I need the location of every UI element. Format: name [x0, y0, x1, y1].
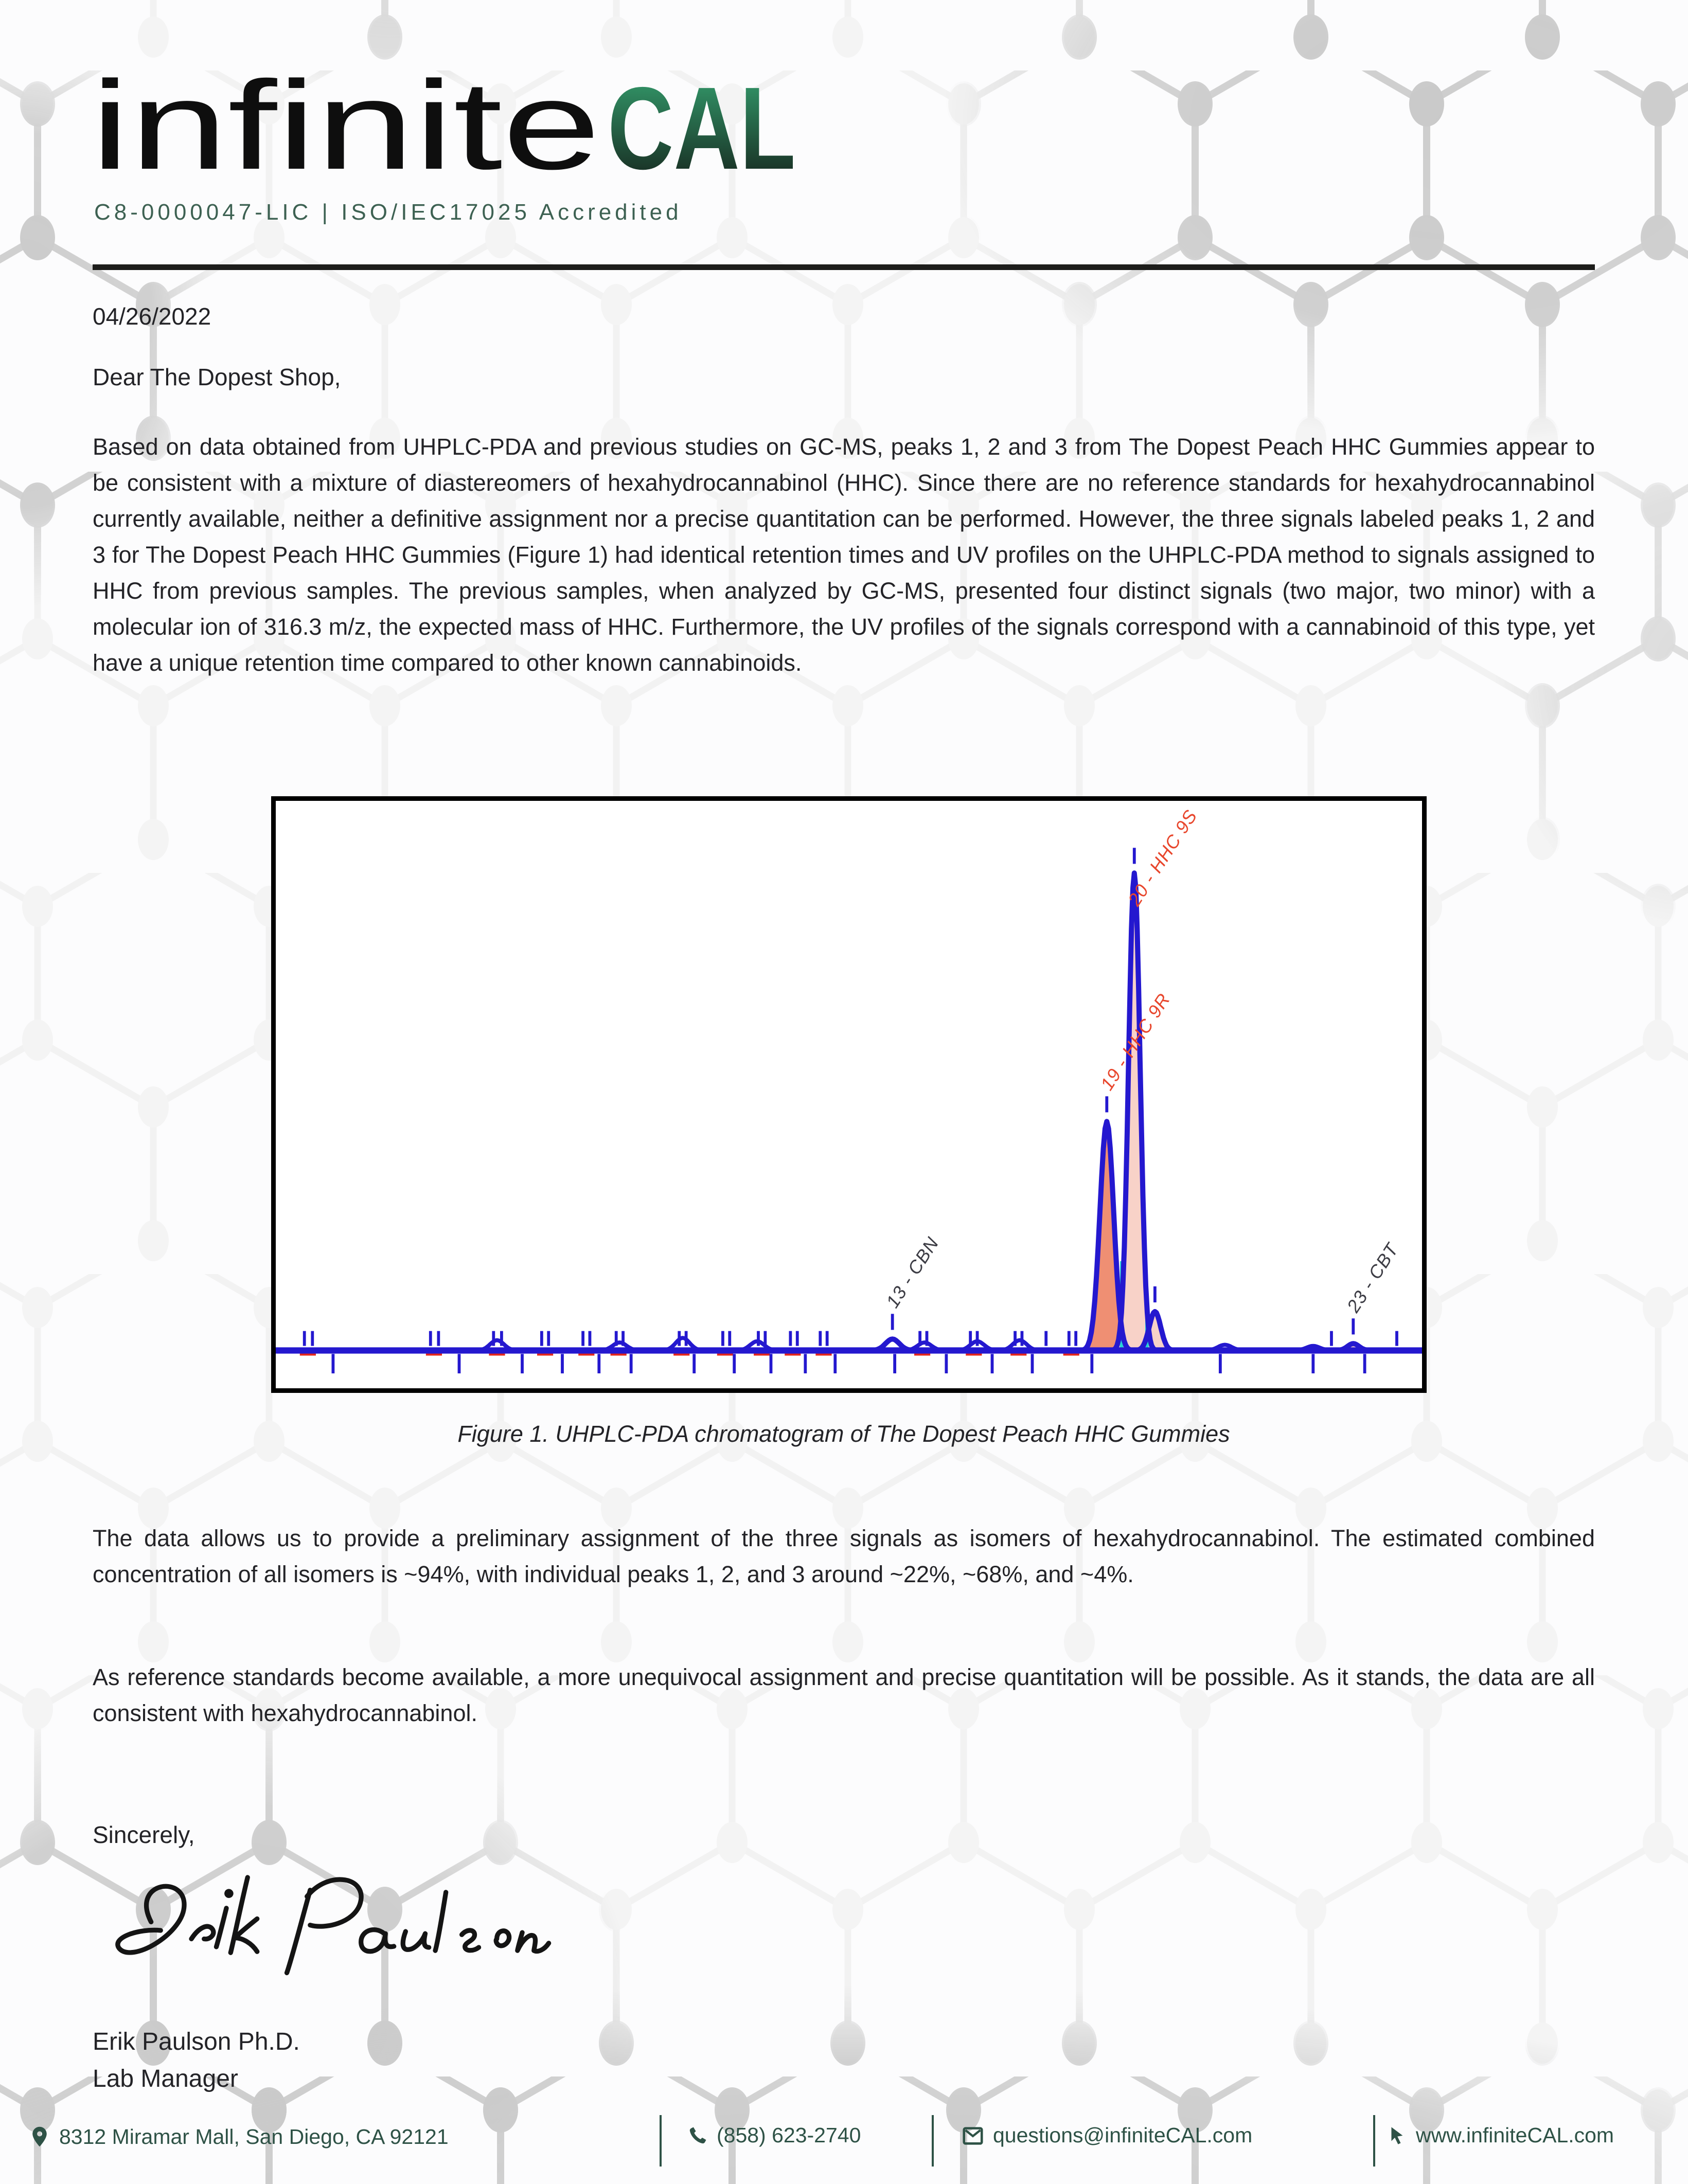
- location-pin-icon: [28, 2123, 51, 2150]
- signer-name: Erik Paulson Ph.D.: [93, 2028, 300, 2055]
- peak-label-peak-1: 19 - HHC 9R: [1096, 989, 1175, 1094]
- footer-email-text: questions@infiniteCAL.com: [993, 2123, 1253, 2147]
- cursor-arrow-icon: [1386, 2125, 1408, 2146]
- closing: Sincerely,: [93, 1821, 195, 1848]
- footer-address: [28, 2123, 449, 2150]
- envelope-icon: [961, 2124, 985, 2147]
- chromatogram-plot: [276, 801, 1422, 1388]
- footer-address-text: 8312 Miramar Mall, San Diego, CA 92121: [59, 2124, 449, 2149]
- footer-website: [1386, 2123, 1614, 2147]
- phone-icon: [687, 2125, 708, 2146]
- paragraph-results: The data allows us to provide a preliminary assignment of the three signals as isomers of hexahydrocannabinol. The estimated combined concentration of all isomers is ~94%, with individual peaks 1, 2, and 3 around ~22%, ~68%, and ~4%.: [93, 1525, 1595, 1587]
- figure-1-chromatogram: [271, 796, 1427, 1393]
- infinitecal-logo: [91, 77, 837, 188]
- footer-divider-1: [660, 2115, 662, 2167]
- logo-text-cal: CAL: [608, 77, 796, 188]
- footer-website-text: www.infiniteCAL.com: [1416, 2123, 1614, 2147]
- salutation: Dear The Dopest Shop,: [93, 364, 341, 390]
- paragraph-conclusion: As reference standards become available, a more unequivocal assignment and precise quantitation will be possible. As it stands, the data are all consistent with hexahydrocannabinol.: [93, 1664, 1595, 1726]
- footer-email: [961, 2123, 1252, 2147]
- peak-label-peak-13-cbn: 13 - CBN: [882, 1233, 943, 1312]
- header-divider: [93, 264, 1595, 270]
- peak-label-peak-2: 20 - HHC 9S: [1124, 806, 1201, 910]
- footer-divider-2: [932, 2115, 934, 2167]
- signature-image: [87, 1858, 607, 2020]
- footer-phone: [687, 2123, 861, 2147]
- accreditation-line: C8-0000047-LIC | ISO/IEC17025 Accredited: [94, 200, 682, 225]
- footer-divider-3: [1373, 2115, 1375, 2167]
- letter-date: 04/26/2022: [93, 303, 211, 330]
- footer-phone-text: (858) 623-2740: [717, 2123, 861, 2147]
- figure-caption: Figure 1. UHPLC-PDA chromatogram of The Dopest Peach HHC Gummies: [457, 1421, 1230, 1447]
- signer-title: Lab Manager: [93, 2065, 238, 2092]
- logo-text-infinite: infinite: [91, 77, 601, 188]
- paragraph-analysis: Based on data obtained from UHPLC-PDA and previous studies on GC-MS, peaks 1, 2 and 3 from The Dopest Peach HHC Gummies appear to be consistent with a mixture of diastereomers of hexahydrocannabinol (HHC). Since there are no reference standards for hexahydrocannabinol currently available, neither a definitive assignment nor a precise quantitation can be performed. However, the three signals labeled peaks 1, 2 and 3 for The Dopest Peach HHC Gummies (Figure 1) had identical retention times and UV profiles on the UHPLC-PDA method to signals assigned to HHC from previous samples. The previous samples, when analyzed by GC-MS, presented four distinct signals (two major, two minor) with a molecular ion of 316.3 m/z, the expected mass of HHC. Furthermore, the UV profiles of the signals correspond with a cannabinoid of this type, yet have a unique retention time compared to other known cannabinoids.: [93, 434, 1595, 676]
- peak-label-peak-23-cbt: 23 - CBT: [1343, 1239, 1403, 1316]
